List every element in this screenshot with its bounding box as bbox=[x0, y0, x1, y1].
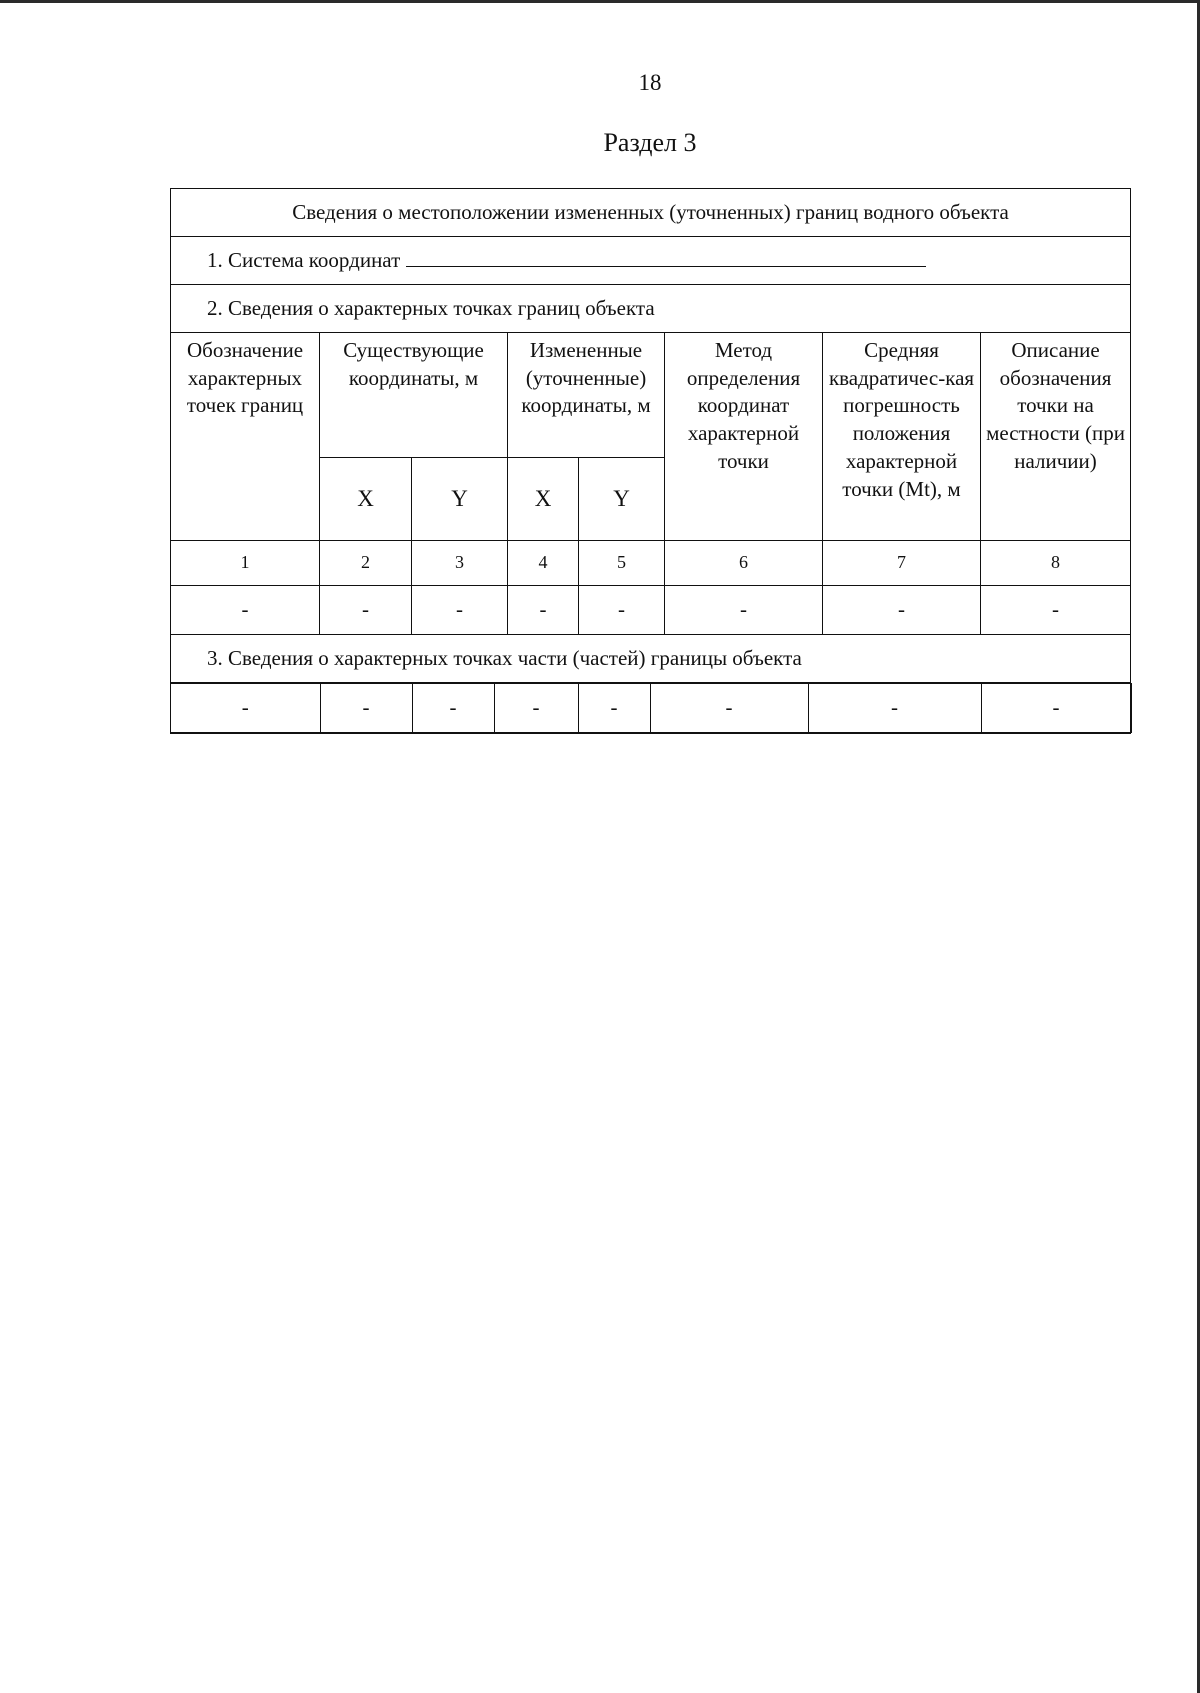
table-title: Сведения о местоположении измененных (уточненных) границ водного объекта bbox=[171, 189, 1131, 237]
column-header-mean-error: Средняя квадратичес-кая погрешность положения характерной точки (Mt), м bbox=[823, 333, 981, 541]
table-cell: - bbox=[320, 586, 412, 635]
table-cell: - bbox=[494, 684, 578, 733]
table-cell: - bbox=[171, 684, 320, 733]
coordinate-system-label: 1. Система координат bbox=[207, 247, 401, 272]
column-header-changed-coordinates: Измененные (уточненные) координаты, м bbox=[508, 333, 665, 458]
boundary-points-heading: 2. Сведения о характерных точках границ объекта bbox=[171, 285, 1131, 333]
column-number: 7 bbox=[823, 541, 981, 586]
table-cell: - bbox=[650, 684, 808, 733]
coordinate-system-row bbox=[171, 237, 1131, 285]
column-number: 1 bbox=[171, 541, 320, 586]
page-number: 18 bbox=[638, 70, 662, 95]
subcolumn-existing-x: X bbox=[320, 458, 412, 541]
table-cell: - bbox=[320, 684, 412, 733]
part-points-heading: 3. Сведения о характерных точках части (частей) границы объекта bbox=[171, 635, 1131, 683]
table-cell: - bbox=[981, 684, 1131, 733]
part-points-row bbox=[171, 683, 1131, 734]
column-number: 5 bbox=[579, 541, 665, 586]
column-number: 2 bbox=[320, 541, 412, 586]
coordinate-system-blank-line bbox=[406, 248, 926, 267]
column-header-point-designation: Обозначение характерных точек границ bbox=[171, 333, 320, 541]
table-cell: - bbox=[665, 586, 823, 635]
section-title: Раздел 3 bbox=[603, 128, 697, 157]
table-cell: - bbox=[412, 586, 508, 635]
subcolumn-changed-x: X bbox=[508, 458, 579, 541]
subcolumn-changed-y: Y bbox=[579, 458, 665, 541]
boundary-info-table bbox=[170, 188, 1131, 734]
column-number: 4 bbox=[508, 541, 579, 586]
column-header-description: Описание обозначения точки на местности (при наличии) bbox=[981, 333, 1131, 541]
subcolumn-existing-y: Y bbox=[412, 458, 508, 541]
column-number: 6 bbox=[665, 541, 823, 586]
part-points-inner-table bbox=[171, 683, 1132, 733]
table-cell: - bbox=[579, 586, 665, 635]
scan-top-edge bbox=[0, 0, 1200, 3]
table-cell: - bbox=[171, 586, 320, 635]
table-cell: - bbox=[981, 586, 1131, 635]
column-header-existing-coordinates: Существующие координаты, м bbox=[320, 333, 508, 458]
table-cell: - bbox=[823, 586, 981, 635]
column-header-method: Метод определения координат характерной точки bbox=[665, 333, 823, 541]
table-cell: - bbox=[808, 684, 981, 733]
table-cell: - bbox=[412, 684, 494, 733]
table-cell: - bbox=[508, 586, 579, 635]
column-number: 8 bbox=[981, 541, 1131, 586]
table-cell: - bbox=[578, 684, 650, 733]
column-number: 3 bbox=[412, 541, 508, 586]
